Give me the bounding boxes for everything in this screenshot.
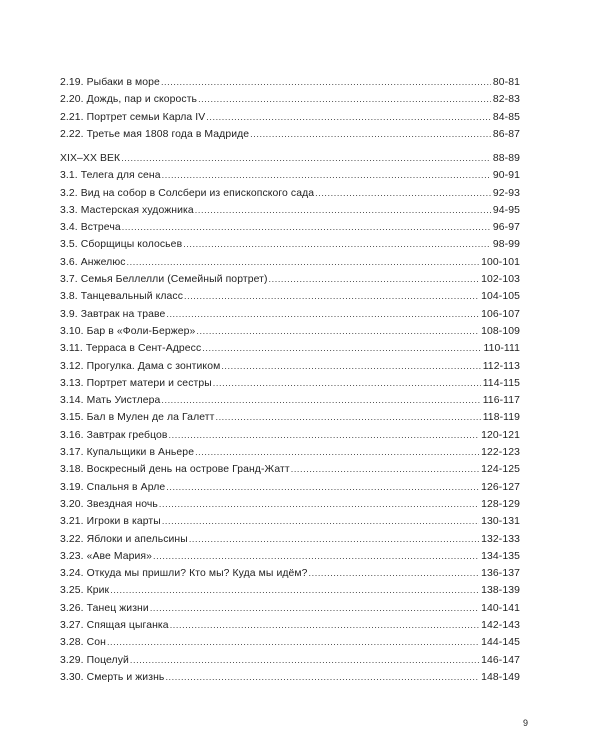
- toc-entry[interactable]: [60, 444, 520, 461]
- toc-entry[interactable]: [60, 109, 520, 126]
- toc-entry[interactable]: [60, 91, 520, 108]
- toc-entry[interactable]: [60, 288, 520, 305]
- entry-pages: 96-97: [492, 222, 520, 234]
- entry-pages: 116-117: [482, 395, 520, 407]
- entry-pages: 110-111: [483, 343, 520, 355]
- entry-pages: 102-103: [481, 274, 520, 286]
- toc-entry[interactable]: [60, 479, 520, 496]
- entry-pages: 128-129: [481, 498, 520, 510]
- toc-entry[interactable]: [60, 513, 520, 530]
- dot-leader: [161, 392, 480, 409]
- entry-title: «Аве Мария»: [86, 550, 153, 562]
- entry-title: Прогулка. Дама с зонтиком: [86, 360, 221, 372]
- entry-pages: 120-121: [481, 429, 520, 441]
- toc-entry[interactable]: [60, 617, 520, 634]
- entry-title: Бар в «Фоли-Бержер»: [86, 325, 196, 337]
- entry-number: 3.18.: [60, 464, 84, 476]
- entry-pages: 132-133: [481, 533, 520, 545]
- toc-entry[interactable]: [60, 600, 520, 617]
- toc-entry[interactable]: [60, 496, 520, 513]
- entry-number: 3.15.: [60, 412, 84, 424]
- entry-number: 3.8.: [60, 291, 78, 303]
- dot-leader: [107, 634, 479, 651]
- entry-title: Спальня в Арле: [86, 481, 166, 493]
- entry-number: 3.17.: [60, 447, 84, 459]
- entry-title: Рыбаки в море: [86, 77, 160, 88]
- entry-number: 3.22.: [60, 533, 84, 545]
- entry-title: Купальщики в Аньере: [86, 447, 195, 459]
- entry-number: 3.2.: [60, 187, 78, 199]
- entry-title: Портрет матери и сестры: [86, 377, 212, 389]
- entry-pages: 90-91: [492, 170, 520, 182]
- toc-entry[interactable]: [60, 74, 520, 91]
- dot-leader: [184, 288, 479, 305]
- entry-number: 2.19.: [60, 77, 84, 88]
- entry-number: 3.19.: [60, 481, 84, 493]
- entry-number: 3.10.: [60, 325, 84, 337]
- entry-pages: 144-145: [481, 637, 520, 649]
- entry-pages: 108-109: [481, 325, 520, 337]
- dot-leader: [198, 91, 491, 108]
- dot-leader: [221, 358, 480, 375]
- toc-entry[interactable]: [60, 323, 520, 340]
- dot-leader: [122, 219, 491, 236]
- toc-entry[interactable]: [60, 582, 520, 599]
- toc-entry[interactable]: [60, 185, 520, 202]
- toc-entry[interactable]: [60, 358, 520, 375]
- entry-title: Дождь, пар и скорость: [86, 94, 198, 106]
- entry-title: Бал в Мулен де ла Галетт: [86, 412, 215, 424]
- toc-entry[interactable]: [60, 271, 520, 288]
- dot-leader: [166, 479, 479, 496]
- entry-title: Портрет семьи Карла IV: [86, 111, 206, 123]
- toc-entry[interactable]: [60, 340, 520, 357]
- entry-pages: 138-139: [481, 585, 520, 597]
- dot-leader: [183, 236, 491, 253]
- entry-pages: 106-107: [481, 308, 520, 320]
- toc-entry[interactable]: [60, 219, 520, 236]
- entry-pages: 104-105: [481, 291, 520, 303]
- toc-entry[interactable]: [60, 461, 520, 478]
- toc-entry[interactable]: [60, 548, 520, 565]
- entry-pages: 134-135: [481, 550, 520, 562]
- dot-leader: [196, 323, 479, 340]
- entry-pages: 136-137: [481, 568, 520, 580]
- toc-entry[interactable]: [60, 126, 520, 143]
- section-pages: 88-89: [492, 153, 520, 164]
- dot-leader: [213, 375, 481, 392]
- dot-leader: [269, 271, 480, 288]
- entry-pages: 82-83: [492, 94, 520, 106]
- dot-leader: [206, 109, 491, 126]
- entry-pages: 118-119: [482, 412, 520, 424]
- toc-entry[interactable]: [60, 409, 520, 426]
- entry-title: Завтрак на траве: [80, 308, 166, 320]
- toc-entry[interactable]: [60, 167, 520, 184]
- entry-pages: 86-87: [492, 128, 520, 140]
- entry-number: 3.21.: [60, 516, 84, 528]
- entry-number: 3.11.: [60, 343, 83, 355]
- dot-leader: [309, 565, 480, 582]
- entry-title: Телега для сена: [80, 170, 161, 182]
- dot-leader: [195, 202, 491, 219]
- entry-number: 3.4.: [60, 222, 78, 234]
- entry-number: 3.14.: [60, 395, 84, 407]
- entry-title: Поцелуй: [86, 654, 129, 666]
- dot-leader: [159, 496, 479, 513]
- entry-pages: 94-95: [492, 204, 520, 216]
- entry-number: 3.20.: [60, 498, 84, 510]
- page-number: 9: [522, 718, 528, 728]
- entry-pages: 100-101: [481, 256, 520, 268]
- entry-title: Крик: [86, 585, 110, 597]
- entry-pages: 98-99: [492, 239, 520, 251]
- toc-entry[interactable]: [60, 202, 520, 219]
- entry-title: Третье мая 1808 года в Мадриде: [86, 128, 250, 140]
- entry-pages: 126-127: [481, 481, 520, 493]
- dot-leader: [169, 427, 480, 444]
- entry-number: 2.21.: [60, 111, 84, 123]
- dot-leader: [110, 582, 479, 599]
- dot-leader: [130, 652, 479, 669]
- entry-number: 3.25.: [60, 585, 84, 597]
- entry-pages: 130-131: [481, 516, 520, 528]
- entry-pages: 122-123: [481, 447, 520, 459]
- entry-title: Завтрак гребцов: [86, 429, 168, 441]
- dot-leader: [121, 150, 491, 167]
- section-title: XIX–XX ВЕК: [60, 153, 121, 164]
- entry-title: Сборщицы колосьев: [80, 239, 183, 251]
- toc-entry[interactable]: [60, 531, 520, 548]
- dot-leader: [195, 444, 479, 461]
- entry-number: 2.20.: [60, 94, 84, 106]
- entry-title: Игроки в карты: [86, 516, 161, 528]
- entry-title: Откуда мы пришли? Кто мы? Куда мы идём?: [86, 568, 308, 580]
- toc-entry[interactable]: [60, 565, 520, 582]
- entry-number: 3.13.: [60, 377, 84, 389]
- dot-leader: [153, 548, 479, 565]
- entry-title: Анжелюс: [80, 256, 126, 268]
- dot-leader: [162, 167, 491, 184]
- entry-number: 3.5.: [60, 239, 78, 251]
- entry-number: 3.12.: [60, 360, 84, 372]
- dot-leader: [127, 254, 480, 271]
- entry-number: 3.16.: [60, 429, 84, 441]
- entry-title: Звездная ночь: [86, 498, 158, 510]
- dot-leader: [202, 340, 481, 357]
- entry-pages: 142-143: [481, 620, 520, 632]
- entry-pages: 80-81: [492, 77, 520, 88]
- entry-number: 3.27.: [60, 620, 84, 632]
- entry-pages: 140-141: [481, 602, 520, 614]
- dot-leader: [250, 126, 491, 143]
- toc-section-heading[interactable]: [60, 150, 520, 167]
- entry-title: Семья Беллелли (Семейный портрет): [80, 274, 268, 286]
- entry-number: 3.9.: [60, 308, 78, 320]
- entry-number: 2.22.: [60, 128, 84, 140]
- entry-title: Спящая цыганка: [86, 620, 169, 632]
- toc-list-bottom: [60, 150, 520, 686]
- entry-title: Мастерская художника: [80, 204, 194, 216]
- entry-pages: 114-115: [482, 377, 520, 389]
- toc-entry[interactable]: [60, 669, 520, 686]
- toc-entry[interactable]: [60, 236, 520, 253]
- entry-number: 3.6.: [60, 256, 78, 268]
- entry-number: 3.28.: [60, 637, 84, 649]
- toc-entry[interactable]: [60, 634, 520, 651]
- dot-leader: [165, 669, 479, 686]
- dot-leader: [215, 409, 480, 426]
- dot-leader: [315, 185, 491, 202]
- entry-number: 3.24.: [60, 568, 84, 580]
- entry-title: Воскресный день на острове Гранд-Жатт: [86, 464, 290, 476]
- toc-entry[interactable]: [60, 652, 520, 669]
- entry-pages: 92-93: [492, 187, 520, 199]
- entry-title: Встреча: [80, 222, 121, 234]
- entry-number: 3.26.: [60, 602, 84, 614]
- entry-title: Яблоки и апельсины: [86, 533, 188, 545]
- entry-pages: 148-149: [481, 671, 520, 683]
- dot-leader: [291, 461, 479, 478]
- toc-entry[interactable]: [60, 375, 520, 392]
- dot-leader: [161, 74, 491, 91]
- dot-leader: [189, 531, 479, 548]
- entry-title: Танец жизни: [86, 602, 149, 614]
- entry-title: Смерть и жизнь: [86, 671, 165, 683]
- entry-number: 3.1.: [60, 170, 78, 182]
- entry-title: Мать Уистлера: [86, 395, 161, 407]
- entry-pages: 146-147: [481, 654, 520, 666]
- dot-leader: [150, 600, 479, 617]
- dot-leader: [166, 306, 479, 323]
- entry-title: Сон: [86, 637, 106, 649]
- entry-pages: 124-125: [481, 464, 520, 476]
- toc-entry[interactable]: [60, 254, 520, 271]
- entry-title: Танцевальный класс: [80, 291, 183, 303]
- entry-number: 3.30.: [60, 671, 84, 683]
- entry-pages: 84-85: [492, 111, 520, 123]
- entry-number: 3.7.: [60, 274, 78, 286]
- toc-entry[interactable]: [60, 306, 520, 323]
- toc-entry[interactable]: [60, 392, 520, 409]
- toc-list-top: [60, 74, 520, 143]
- entry-number: 3.29.: [60, 654, 84, 666]
- entry-title: Вид на собор в Солсбери из епископского сада: [80, 187, 315, 199]
- dot-leader: [170, 617, 479, 634]
- dot-leader: [162, 513, 479, 530]
- entry-number: 3.23.: [60, 550, 84, 562]
- entry-title: Терраса в Сент-Адресс: [85, 343, 202, 355]
- toc-entry[interactable]: [60, 427, 520, 444]
- entry-number: 3.3.: [60, 204, 78, 216]
- entry-pages: 112-113: [482, 360, 520, 372]
